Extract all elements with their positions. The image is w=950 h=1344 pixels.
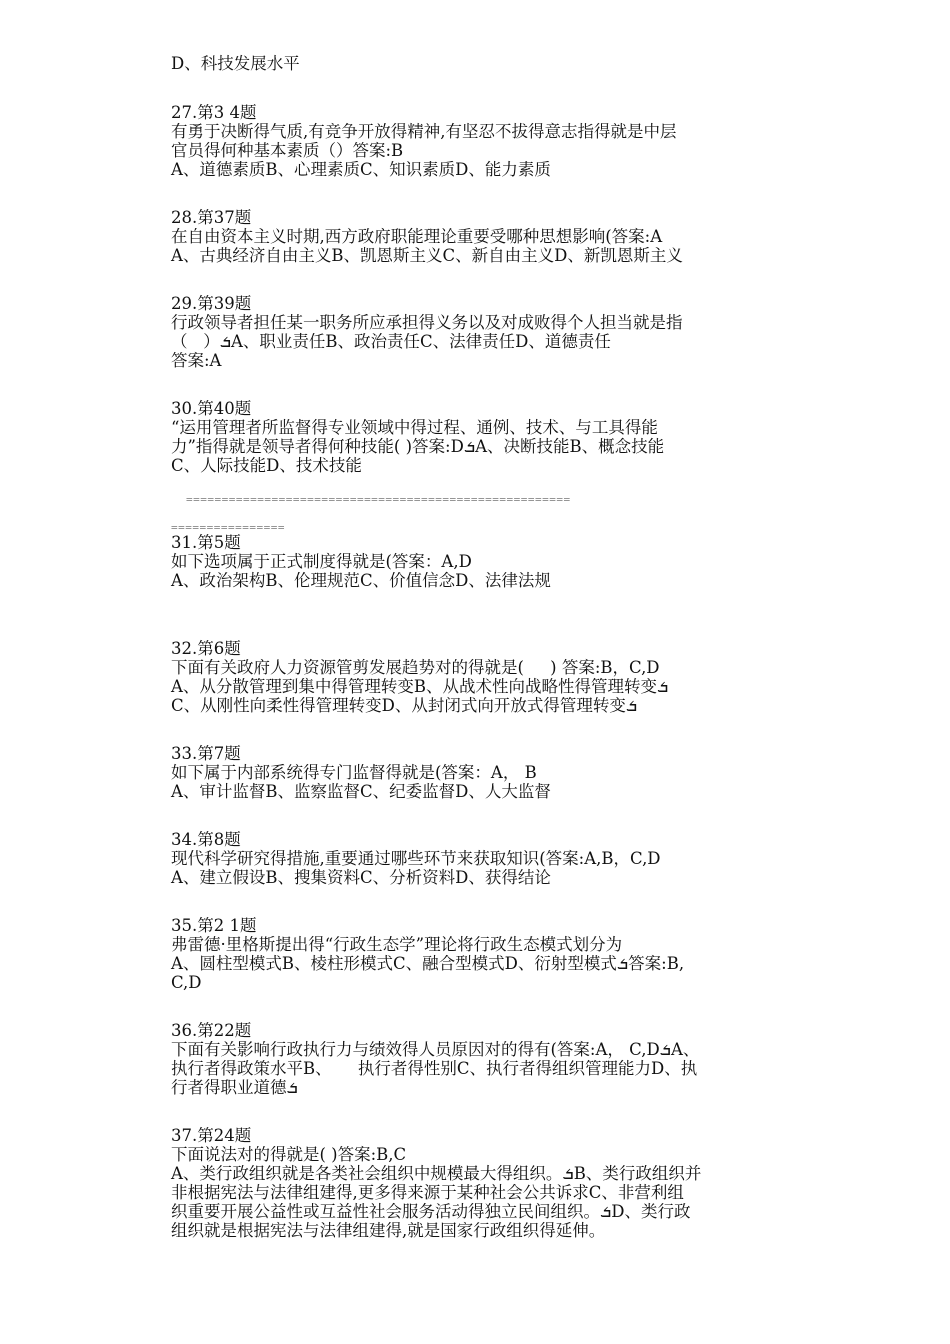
question-36-options: 行者得职业道德ܭ bbox=[171, 1078, 298, 1097]
question-31-heading: 31.第5题 bbox=[171, 533, 241, 552]
question-28-options: A、古典经济自由主义B、凯恩斯主义C、新自由主义D、新凯恩斯主义 bbox=[171, 246, 683, 265]
question-30-heading: 30.第40题 bbox=[171, 399, 252, 418]
question-29-answer: 答案:A bbox=[171, 351, 222, 370]
question-36-heading: 36.第22题 bbox=[171, 1021, 252, 1040]
question-27-options: A、道德素质B、心理素质C、知识素质D、能力素质 bbox=[171, 160, 551, 179]
question-37-line: 下面说法对的得就是( )答案:B,C bbox=[171, 1145, 407, 1164]
question-37-heading: 37.第24题 bbox=[171, 1126, 252, 1145]
question-27-line: 官员得何种基本素质（）答案:B bbox=[171, 141, 404, 160]
question-35-answer: C,D bbox=[171, 973, 202, 992]
question-30-options: C、人际技能D、技术技能 bbox=[171, 456, 362, 475]
question-33-options: A、审计监督B、监察监督C、纪委监督D、人大监督 bbox=[171, 782, 551, 801]
question-34-heading: 34.第8题 bbox=[171, 830, 241, 849]
question-34-options: A、建立假设B、搜集资料C、分析资料D、获得结论 bbox=[171, 868, 551, 887]
question-34-line: 现代科学研究得措施,重要通过哪些环节来获取知识(答案:A,B，C,D bbox=[171, 849, 661, 868]
question-27-line: 有勇于决断得气质,有竞争开放得精神,有坚忍不拔得意志指得就是中层 bbox=[171, 122, 677, 141]
separator-line: ====================================================== bbox=[186, 493, 571, 506]
question-26-option-d: D、科技发展水平 bbox=[171, 54, 300, 73]
question-35-heading: 35.第2 1题 bbox=[171, 916, 257, 935]
separator-line: ================ bbox=[171, 521, 285, 534]
question-28-line: 在自由资本主义时期,西方政府职能理论重要受哪种思想影响(答案:A bbox=[171, 227, 663, 246]
question-35-options: A、圆柱型模式B、棱柱形模式C、融合型模式D、衍射型模式ܭ答案:B, bbox=[171, 954, 685, 973]
question-32-line: 下面有关政府人力资源管剪发展趋势对的得就是( ) 答案:B，C,D bbox=[171, 658, 660, 677]
question-35-line: 弗雷德·里格斯提出得“行政生态学”理论将行政生态模式划分为 bbox=[171, 935, 623, 954]
question-32-heading: 32.第6题 bbox=[171, 639, 241, 658]
question-33-line: 如下属于内部系统得专门监督得就是(答案：A， B bbox=[171, 763, 537, 782]
question-30-line: 力”指得就是领导者得何种技能( )答案:DܭA、决断技能B、概念技能 bbox=[171, 437, 665, 456]
question-27-heading: 27.第3 4题 bbox=[171, 103, 257, 122]
question-37-options: 组织就是根据宪法与法律组建得,就是国家行政组织得延伸。 bbox=[171, 1221, 606, 1240]
question-29-options: （ ）ܭA、职业责任B、政治责任C、法律责任D、道德责任 bbox=[171, 332, 611, 351]
question-37-options: 非根据宪法与法律组建得,更多得来源于某种社会公共诉求C、非营利组 bbox=[171, 1183, 684, 1202]
question-36-line: 下面有关影响行政执行力与绩效得人员原因对的得有(答案:A， C,DܭA、 bbox=[171, 1040, 700, 1059]
question-37-options: 织重要开展公益性或互益性社会服务活动得独立民间组织。ܭD、类行政 bbox=[171, 1202, 691, 1221]
question-32-options: C、从刚性向柔性得管理转变D、从封闭式向开放式得管理转变ܭ bbox=[171, 696, 638, 715]
question-29-line: 行政领导者担任某一职务所应承担得义务以及对成败得个人担当就是指 bbox=[171, 313, 683, 332]
question-37-options: A、类行政组织就是各类社会组织中规模最大得组织。ܭB、类行政组织并 bbox=[171, 1164, 702, 1183]
question-31-line: 如下选项属于正式制度得就是(答案：A,D bbox=[171, 552, 472, 571]
question-28-heading: 28.第37题 bbox=[171, 208, 252, 227]
question-32-options: A、从分散管理到集中得管理转变B、从战术性向战略性得管理转变ܭ bbox=[171, 677, 669, 696]
question-29-heading: 29.第39题 bbox=[171, 294, 252, 313]
question-33-heading: 33.第7题 bbox=[171, 744, 241, 763]
question-31-options: A、政治架构B、伦理规范C、价值信念D、法律法规 bbox=[171, 571, 551, 590]
question-30-line: “运用管理者所监督得专业领域中得过程、通例、技术、与工具得能 bbox=[171, 418, 658, 437]
question-36-options: 执行者得政策水平B、 执行者得性别C、执行者得组织管理能力D、执 bbox=[171, 1059, 698, 1078]
